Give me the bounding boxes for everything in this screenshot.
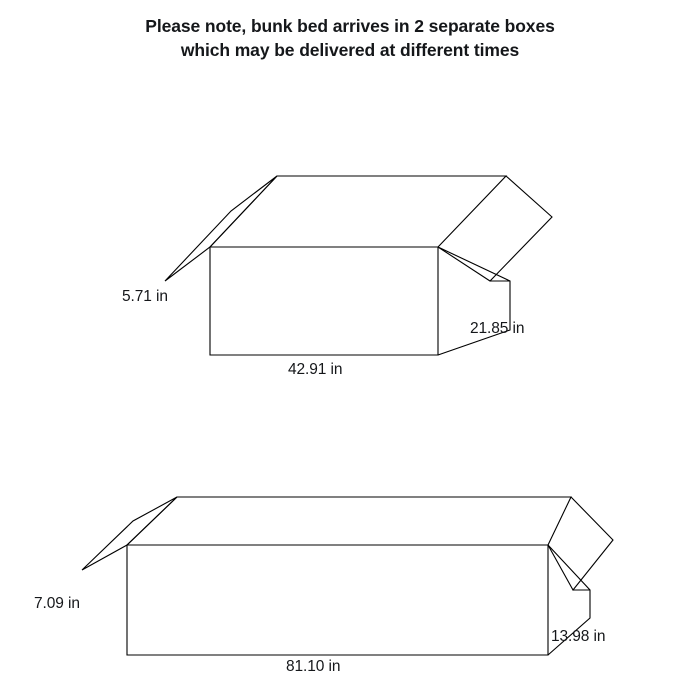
box-1-height-label: 5.71 in — [122, 288, 168, 305]
box-2-front-face — [127, 545, 548, 655]
box-2-width-label: 81.10 in — [286, 658, 341, 675]
box-1-front-face — [210, 247, 438, 355]
box-1-width-label: 42.91 in — [288, 361, 343, 378]
shipping-note-line-2: which may be delivered at different times — [180, 40, 520, 61]
box-1-left-flap — [165, 176, 277, 281]
shipping-note-line-1: Please note, bunk bed arrives in 2 separate boxes — [145, 16, 555, 36]
box-2-left-flap — [82, 497, 177, 570]
box-1-top-face — [210, 176, 506, 247]
box-2-height-label: 7.09 in — [34, 595, 80, 612]
box-2-top-face — [127, 497, 571, 545]
box-1-right-face — [438, 247, 510, 355]
box-2-depth-label: 13.98 in — [551, 628, 606, 645]
box-2-illustration — [82, 497, 613, 655]
box-1-depth-label: 21.85 in — [470, 320, 525, 337]
box-2-right-flap — [548, 497, 613, 590]
